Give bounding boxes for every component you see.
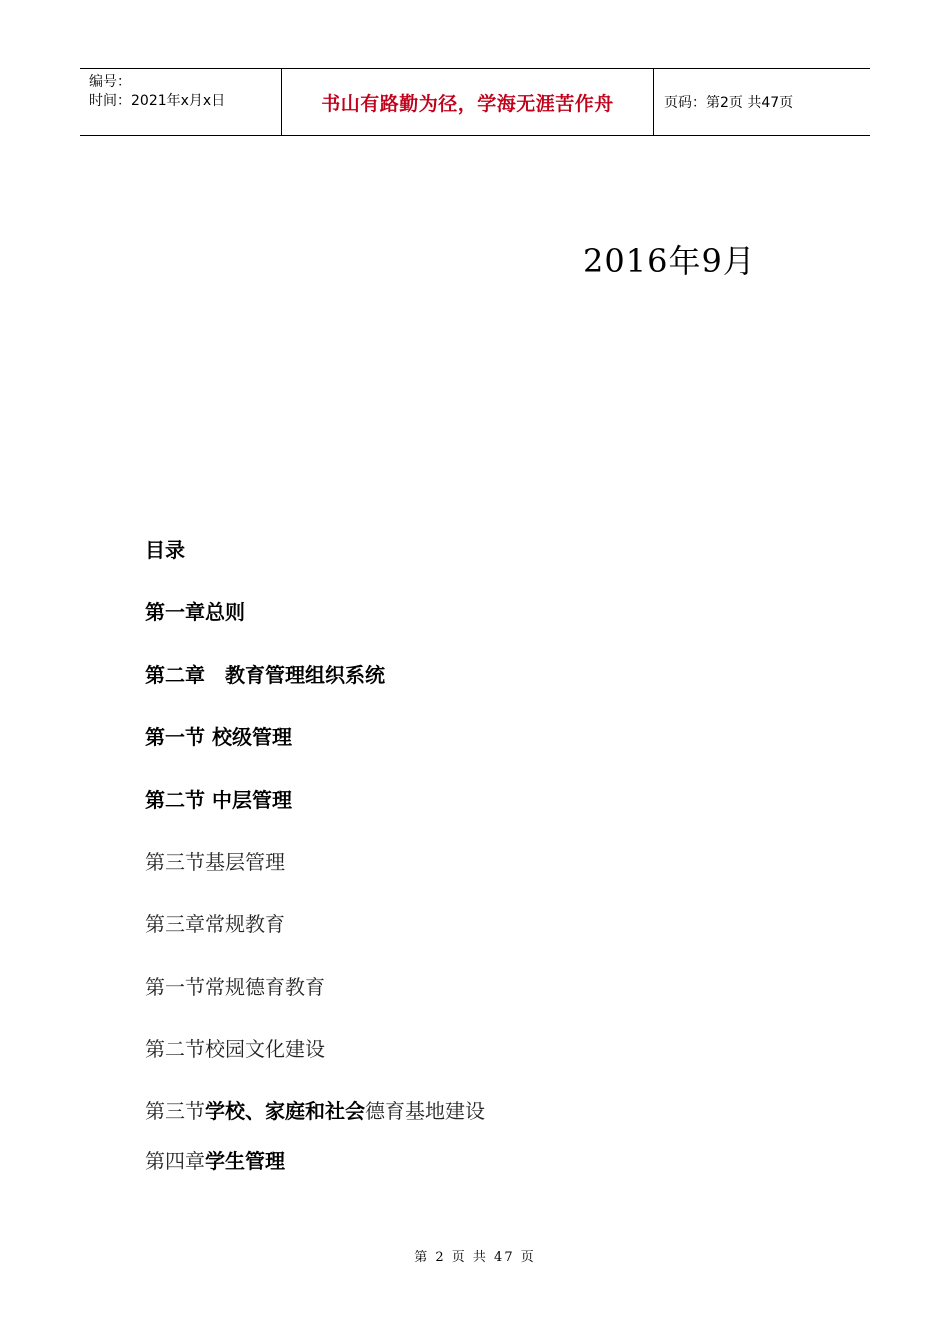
header-page-info <box>654 69 870 135</box>
time-label: 时间：2021年x月x日 <box>89 93 226 109</box>
toc-title: 目录 <box>145 538 185 562</box>
toc-chapter-3[interactable]: 第三章常规教育 <box>145 912 285 936</box>
toc-section-2-2[interactable]: 第二节 中层管理 <box>145 788 292 812</box>
toc-section-3-3-bold: 学校、家庭和社会 <box>205 1099 365 1123</box>
header-meta <box>80 69 282 135</box>
toc-chapter-4[interactable] <box>145 1145 285 1174</box>
toc-chapter-4-bold: 学生管理 <box>205 1149 285 1173</box>
toc-section-3-2[interactable]: 第二节校园文化建设 <box>145 1037 325 1061</box>
page-footer: 第 2 页 共 47 页 <box>414 1250 536 1265</box>
toc-chapter-4-prefix: 第四章 <box>145 1149 205 1173</box>
toc-chapter-1[interactable]: 第一章总则 <box>145 600 245 624</box>
toc-section-3-3[interactable] <box>145 1095 485 1124</box>
document-date: 2016年9月 <box>583 242 756 280</box>
number-label: 编号： <box>89 74 131 90</box>
toc-section-3-1[interactable]: 第一节常规德育教育 <box>145 975 325 999</box>
header-motto-cell <box>282 69 654 135</box>
page-info-text: 页码：第2页 共47页 <box>664 95 794 111</box>
toc-section-2-1[interactable]: 第一节 校级管理 <box>145 725 292 749</box>
toc-section-3-3-prefix: 第三节 <box>145 1099 205 1123</box>
page-header <box>80 68 870 136</box>
toc-section-3-3-suffix: 德育基地建设 <box>365 1099 485 1123</box>
motto-text: 书山有路勤为径，学海无涯苦作舟 <box>321 92 614 115</box>
toc-section-2-3[interactable]: 第三节基层管理 <box>145 850 285 874</box>
toc-chapter-2[interactable]: 第二章 教育管理组织系统 <box>145 663 385 687</box>
